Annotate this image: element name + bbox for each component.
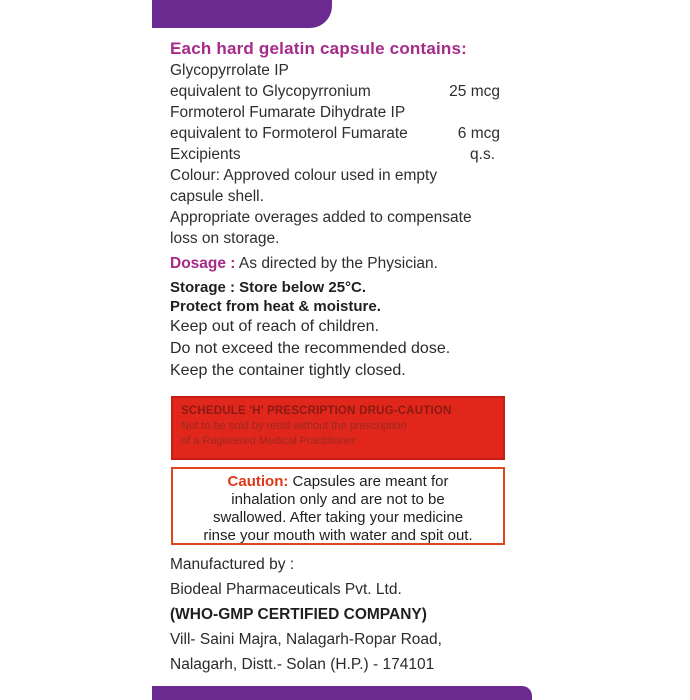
schedule-text: of a Registered Medical Practitioner [181,435,356,447]
manufacturer-address: Nalagarh, Distt.- Solan (H.P.) - 174101 [170,656,435,673]
ingredient-line [170,102,530,123]
ingredient-line [170,144,495,165]
caution-line: rinse your mouth with water and spit out. [203,527,473,544]
manufacturer-section [170,552,520,677]
manufacturer-certification: (WHO-GMP CERTIFIED COMPANY) [170,606,427,623]
ingredient-name: Excipients [170,146,241,163]
composition-section [170,38,530,382]
dosage-text: As directed by the Physician. [235,255,438,272]
warning-line: Do not exceed the recommended dose. [170,340,451,357]
colour-line: Colour: Approved colour used in empty [170,167,438,184]
caution-line: inhalation only and are not to be [231,491,445,508]
ingredient-name: Formoterol Fumarate Dihydrate IP [170,104,406,121]
ingredient-amount: 6 mcg [457,125,500,142]
ingredient-line [170,60,530,81]
ingredient-name: equivalent to Formoterol Fumarate [170,125,408,142]
composition-heading: Each hard gelatin capsule contains: [170,39,468,58]
caution-label: Caution: [227,473,289,490]
ingredient-name: Glycopyrrolate IP [170,62,289,79]
caution-line: swallowed. After taking your medicine [212,509,464,526]
dosage-label: Dosage : [170,255,236,272]
caution-line [181,473,495,491]
storage-line: Protect from heat & moisture. [170,298,381,315]
caution-box [171,467,505,545]
schedule-text: Not to be sold by retail without the prescription [181,420,407,432]
manufacturer-name: Biodeal Pharmaceuticals Pvt. Ltd. [170,581,402,598]
warning-line: Keep the container tightly closed. [170,362,406,379]
bottom-purple-band [152,686,532,700]
manufacturer-label: Manufactured by : [170,556,295,573]
overages-line: Appropriate overages added to compensate [170,209,472,226]
colour-line: capsule shell. [170,188,264,205]
schedule-h-warning-box [171,396,505,460]
storage-line: Keep out of reach of children. [170,318,380,335]
ingredient-line [170,123,500,144]
background-left [0,0,152,700]
ingredient-line [170,81,500,102]
caution-text: Capsules are meant for [288,473,449,490]
ingredient-amount: 25 mcg [449,83,500,100]
schedule-title: SCHEDULE 'H' PRESCRIPTION DRUG-CAUTION [181,405,452,417]
ingredient-amount: q.s. [470,146,495,163]
storage-line: Storage : Store below 25°C. [170,279,367,296]
dosage-line [170,253,530,274]
ingredient-name: equivalent to Glycopyrronium [170,83,371,100]
manufacturer-address: Vill- Saini Majra, Nalagarh-Ropar Road, [170,631,442,648]
top-purple-band [152,0,332,28]
overages-line: loss on storage. [170,230,280,247]
